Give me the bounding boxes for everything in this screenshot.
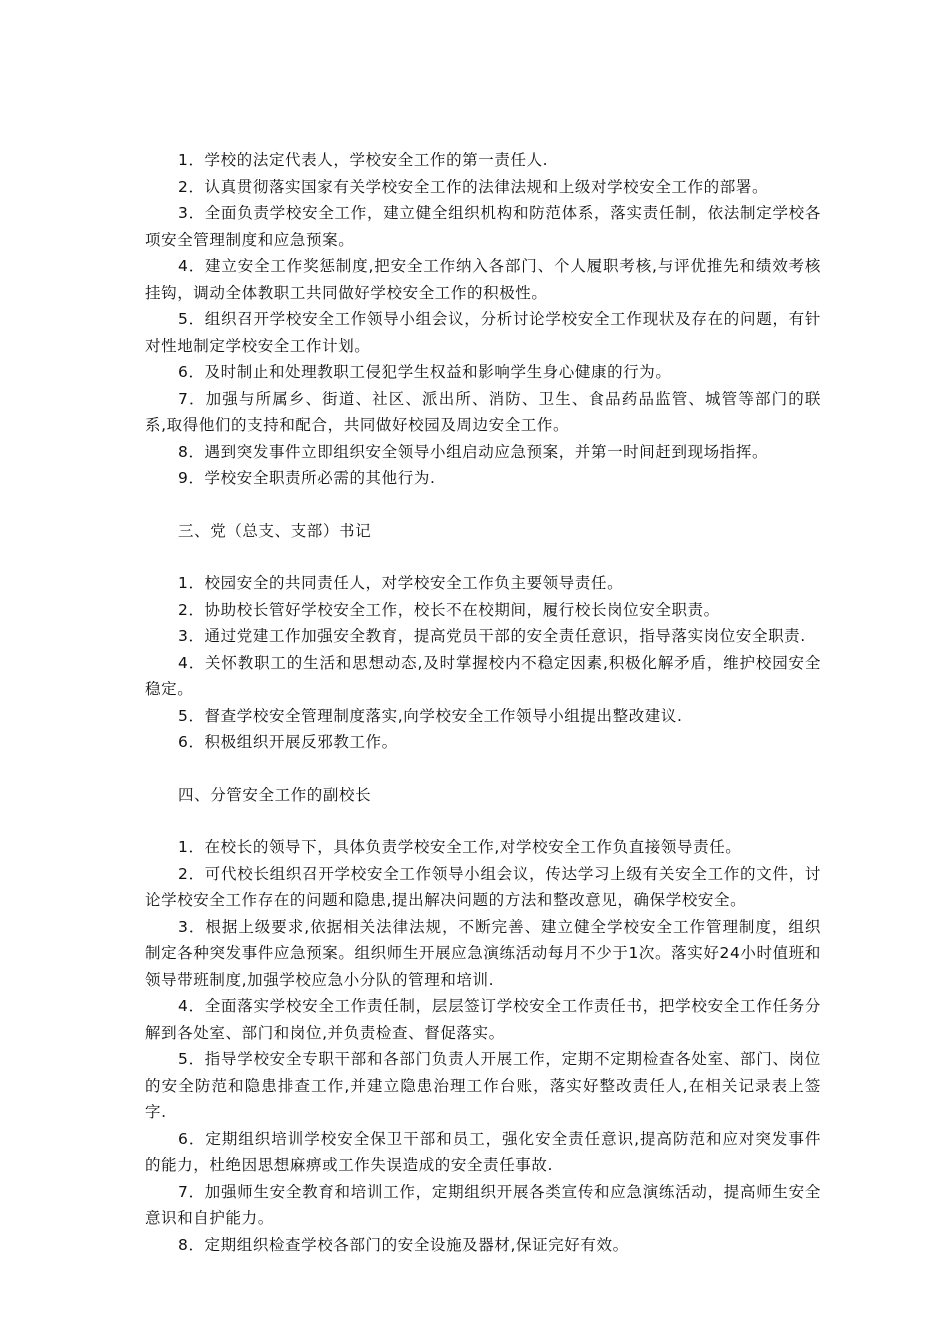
vice-principal-duty-4: 4．全面落实学校安全工作责任制，层层签订学校安全工作责任书，把学校安全工作任务分解到各处室、部门和岗位,并负责检查、督促落实。 <box>145 997 821 1042</box>
secretary-duty-1: 1．校园安全的共同责任人，对学校安全工作负主要领导责任。 <box>178 574 624 592</box>
principal-duty-7: 7．加强与所属乡、街道、社区、派出所、消防、卫生、食品药品监管、城管等部门的联系,取得他们的支持和配合，共同做好校园及周边安全工作。 <box>145 389 821 434</box>
secretary-duty-6: 6．积极组织开展反邪教工作。 <box>178 733 398 751</box>
secretary-duty-5: 5．督查学校安全管理制度落实,向学校安全工作领导小组提出整改建议. <box>178 706 683 725</box>
secretary-duty-2: 2．协助校长管好学校安全工作，校长不在校期间，履行校长岗位安全职责。 <box>178 600 720 619</box>
principal-duty-1: 1．学校的法定代表人，学校安全工作的第一责任人. <box>178 151 549 169</box>
vice-principal-duty-5: 5．指导学校安全专职干部和各部门负责人开展工作，定期不定期检查各处室、部门、岗位的安全防范和隐患排查工作,并建立隐患治理工作台账，落实好整改责任人,在相关记录表上签字. <box>145 1050 821 1121</box>
secretary-duty-4: 4．关怀教职工的生活和思想动态,及时掌握校内不稳定因素,积极化解矛盾，维护校园安全稳定。 <box>145 653 821 698</box>
spacer <box>145 492 821 518</box>
spacer <box>145 544 821 570</box>
principal-duty-6: 6．及时制止和处理教职工侵犯学生权益和影响学生身心健康的行为。 <box>178 363 672 381</box>
vice-principal-duty-2: 2．可代校长组织召开学校安全工作领导小组会议，传达学习上级有关安全工作的文件，讨论学校安全工作存在的问题和隐患,提出解决问题的方法和整改意见，确保学校安全。 <box>145 864 821 909</box>
principal-duty-8: 8．遇到突发事件立即组织安全领导小组启动应急预案，并第一时间赶到现场指挥。 <box>178 442 769 461</box>
document-body <box>145 147 821 1258</box>
principal-duty-3: 3．全面负责学校安全工作，建立健全组织机构和防范体系，落实责任制，依法制定学校各项安全管理制度和应急预案。 <box>145 204 821 249</box>
principal-duty-9: 9．学校安全职责所必需的其他行为. <box>178 469 436 487</box>
vice-principal-duty-1: 1．在校长的领导下，具体负责学校安全工作,对学校安全工作负直接领导责任。 <box>178 838 742 856</box>
vice-principal-duty-6: 6．定期组织培训学校安全保卫干部和员工，强化安全责任意识,提高防范和应对突发事件的能力，杜绝因思想麻痹或工作失误造成的安全责任事故. <box>145 1129 821 1174</box>
secretary-duty-3: 3．通过党建工作加强安全教育，提高党员干部的安全责任意识，指导落实岗位安全职责. <box>178 627 806 645</box>
vice-principal-duty-3: 3．根据上级要求,依据相关法律法规，不断完善、建立健全学校安全工作管理制度，组织制定各种突发事件应急预案。组织师生开展应急演练活动每月不少于1次。落实好24小时值班和领导带班制度,加强学校应急小分队的管理和培训. <box>145 917 821 989</box>
section-heading-vice-principal: 四、分管安全工作的副校长 <box>178 785 372 804</box>
vice-principal-duty-8: 8．定期组织检查学校各部门的安全设施及器材,保证完好有效。 <box>178 1235 629 1254</box>
section-heading-party-secretary: 三、党（总支、支部）书记 <box>178 521 372 540</box>
principal-duty-5: 5．组织召开学校安全工作领导小组会议，分析讨论学校安全工作现状及存在的问题，有针对性地制定学校安全工作计划。 <box>145 310 821 355</box>
principal-duty-4: 4．建立安全工作奖惩制度,把安全工作纳入各部门、个人履职考核,与评优推先和绩效考核挂钩，调动全体教职工共同做好学校安全工作的积极性。 <box>145 257 821 302</box>
vice-principal-duty-7: 7．加强师生安全教育和培训工作，定期组织开展各类宣传和应急演练活动，提高师生安全意识和自护能力。 <box>145 1182 821 1227</box>
spacer <box>145 808 821 834</box>
spacer <box>145 756 821 782</box>
principal-duty-2: 2．认真贯彻落实国家有关学校安全工作的法律法规和上级对学校安全工作的部署。 <box>178 177 769 196</box>
